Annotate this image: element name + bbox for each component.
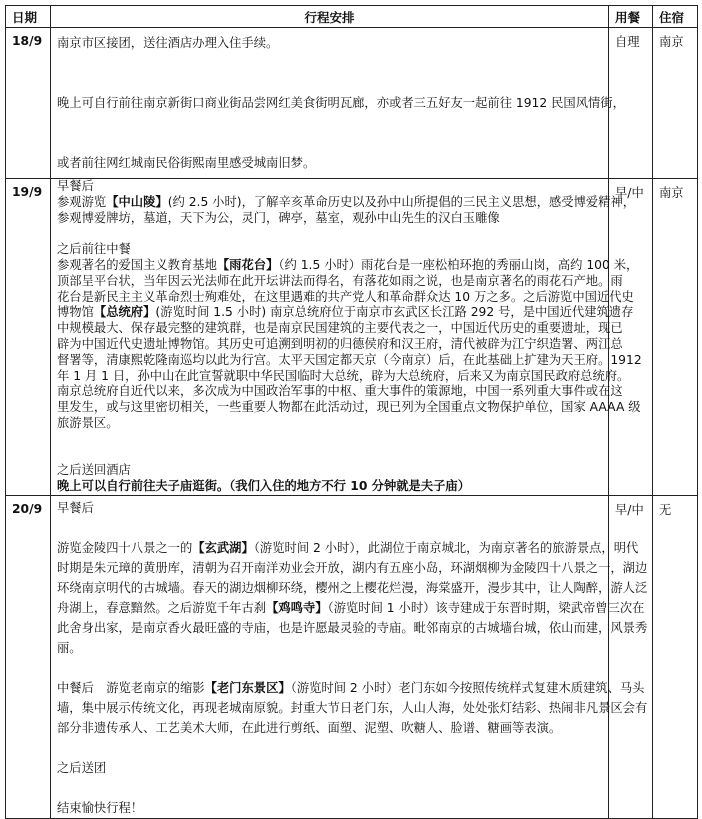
itinerary-table [5, 5, 698, 819]
meals-cell: 早/中 [609, 495, 653, 818]
itinerary-cell [51, 28, 625, 179]
itinerary-line: 之后送回酒店 [57, 463, 131, 478]
table-row [6, 28, 698, 179]
itinerary-line: 博物馆【总统府】(游览时间 1.5 小时) 南京总统府位于南京市玄武区长江路 292 号，是中国近代建筑遗存 [57, 305, 634, 320]
blank-line [57, 226, 602, 242]
blank-line [57, 518, 602, 538]
date-cell: 20/9 [6, 495, 51, 818]
header-stay: 住宿 [653, 6, 698, 28]
itinerary-line: 晚上可自行前往南京新街口商业街品尝网红美食街明瓦廊，亦或者三五好友一起前往 1912 民国风情街， [57, 96, 625, 110]
blank-line [57, 448, 602, 464]
meals-cell: 自理 [609, 28, 653, 179]
itinerary-line: 参观游览【中山陵】(约 2.5 小时)，了解辛亥革命历史以及孙中山所提倡的三民主义思想，感受博爱精神， [57, 194, 636, 209]
blank-line [57, 432, 602, 448]
itinerary-line: 或者前往网红城南民俗街熙南里感受城南旧梦。 [57, 156, 316, 170]
itinerary-line: 早餐后 [57, 179, 94, 193]
itinerary-line: 顶部呈平台状，当年因云光法师在此开坛讲法而得名，有落花如雨之说，也是南京著名的雨花石产地。雨 [57, 273, 623, 288]
itinerary-line: 结束愉快行程！ [57, 800, 144, 815]
itinerary-line: 辟为中国近代史遗址博物馆。其历史可追溯到明初的归德侯府和汉王府，清代被辟为江宁织造署、两江总 [57, 336, 623, 351]
blank-line [57, 738, 602, 758]
itinerary-line: 部分非遗传承人、工艺美术大师，在此进行剪纸、面塑、泥塑、吹糖人、脸谱、糖画等表演。 [57, 720, 562, 735]
stay-cell: 无 [653, 495, 698, 818]
blank-line [57, 658, 602, 678]
itinerary-line: 花台是新民主主义革命烈士殉难处，在这里遇难的共产党人和革命群众达 10 万之多。之后游览中国近代史 [57, 289, 634, 304]
blank-line [57, 778, 602, 798]
itinerary-line: 南京总统府自近代以来，多次成为中国政治军事的中枢、重大事件的策源地，中国一系列重大事件或在这 [57, 384, 623, 399]
header-itinerary: 行程安排 [51, 6, 609, 28]
table-row [6, 495, 698, 818]
blank-line [57, 118, 602, 148]
itinerary-line: 之后前往中餐 [57, 242, 131, 257]
table-row [6, 179, 698, 496]
itinerary-line: 中餐后 游览老南京的缩影【老门东景区】（游览时间 2 小时）老门东如今按照传统样式复建木质建筑、马头 [57, 680, 645, 695]
stay-cell: 南京 [653, 179, 698, 496]
date-cell: 19/9 [6, 179, 51, 496]
itinerary-line: 此舍身出家，是南京香火最旺盛的寺庙，也是许愿最灵验的寺庙。毗邻南京的古城墙台城，依山而建，风景秀 [57, 620, 648, 635]
header-row [6, 6, 698, 28]
itinerary-line: 旅游景区。 [57, 415, 119, 430]
itinerary-line: 环绕南京明代的古城墙。春天的湖边烟柳环绕，樱州之上樱花烂漫，海棠盛开，漫步其中，让人陶醉，游人泛 [57, 580, 648, 595]
itinerary-line: 年 1 月 1 日，孙中山在此宣誓就职中华民国临时大总统，辟为大总统府，后来又为南京国民政府总统府。 [57, 368, 630, 383]
itinerary-line: 早餐后 [57, 500, 94, 515]
meals-cell: 早/中 [609, 179, 653, 496]
itinerary-line: 舟湖上，春意黯然。之后游览千年古刹【鸡鸣寺】（游览时间 1 小时）该寺建成于东晋时期，梁武帝曾三次在 [57, 600, 645, 615]
blank-line [57, 58, 602, 88]
header-date: 日期 [6, 6, 51, 28]
itinerary-line: 参观著名的爱国主义教育基地【雨花台】（约 1.5 小时）雨花台是一座松柏环抱的秀丽山岗，高约 100 米， [57, 257, 639, 272]
bold-note: 晚上可以自行前往夫子庙逛街。（我们入住的地方不行 10 分钟就是夫子庙） [57, 479, 471, 494]
itinerary-line: 时期是朱元璋的黄册库，清朝为召开南洋劝业会开放，湖内有五座小岛，环湖烟柳为金陵四十八景之一，湖边 [57, 560, 648, 575]
itinerary-line: 参观博爱牌坊，墓道，天下为公，灵门，碑亭，墓室，观孙中山先生的汉白玉雕像 [57, 210, 500, 225]
itinerary-line: 督署等，清康熙乾隆南巡均以此为行宫。太平天国定都天京（今南京）后，在此基础上扩建为天王府。1912 [57, 352, 642, 367]
itinerary-line: 南京市区接团，送往酒店办理入住手续。 [57, 36, 279, 50]
itinerary-line: 丽。 [57, 640, 82, 655]
itinerary-line: 里发生，或与这里密切相关，一些重要人物都在此活动过，现已列为全国重点文物保护单位，国家 AAAA 级 [57, 400, 641, 415]
date-cell: 18/9 [6, 28, 51, 179]
header-meals: 用餐 [609, 6, 653, 28]
itinerary-line: 之后送团 [57, 760, 107, 775]
stay-cell: 南京 [653, 28, 698, 179]
itinerary-line: 墙，集中展示传统文化，再现老城南原貌。封重大节日老门东，人山人海，处处张灯结彩、热闹非凡景区会有 [57, 700, 648, 715]
itinerary-line: 中规模最大、保存最完整的建筑群，也是南京民国建筑的主要代表之一，中国近代历史的重要遗址，现已 [57, 321, 623, 336]
itinerary-line: 游览金陵四十八景之一的【玄武湖】（游览时间 2 小时），此湖位于南京城北，为南京著名的旅游景点，明代 [57, 540, 639, 555]
